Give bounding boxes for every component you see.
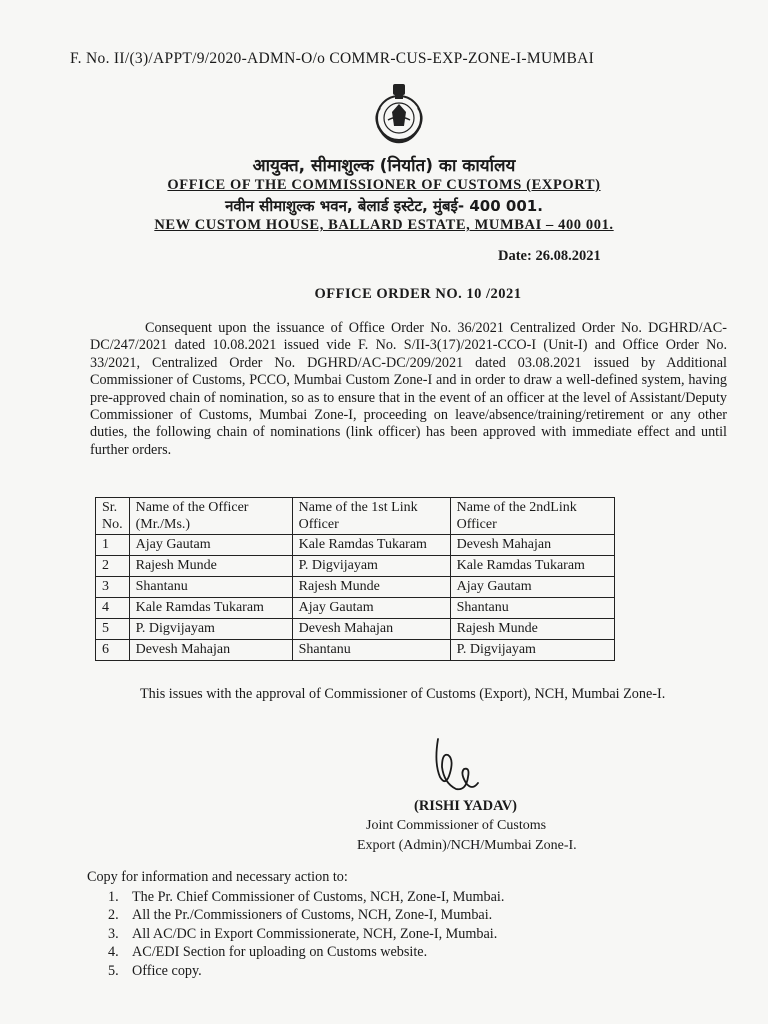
cell-officer: Shantanu — [129, 577, 292, 598]
table-header-row — [96, 498, 615, 535]
cell-officer: Kale Ramdas Tukaram — [129, 598, 292, 619]
cell-link2: P. Digvijayam — [450, 640, 614, 661]
list-item-number: 5. — [108, 962, 119, 979]
order-date: Date: 26.08.2021 — [498, 248, 601, 264]
list-item-text: All the Pr./Commissioners of Customs, NCH, Zone-I, Mumbai. — [132, 907, 493, 924]
cell-link1: Rajesh Munde — [292, 577, 450, 598]
list-item-number: 4. — [108, 944, 119, 961]
copy-to-heading: Copy for information and necessary action to: — [87, 869, 348, 885]
signatory-name: (RISHI YADAV) — [414, 798, 518, 814]
nomination-chain-table — [95, 497, 615, 661]
list-item-text: Office copy. — [132, 962, 202, 979]
list-item-text: The Pr. Chief Commissioner of Customs, NCH, Zone-I, Mumbai. — [132, 889, 505, 905]
table-row — [96, 556, 615, 577]
header-officer-name: Name of the Officer (Mr./Ms.) — [129, 498, 292, 535]
cell-sr: 1 — [96, 535, 130, 556]
table-row — [96, 535, 615, 556]
customs-emblem-icon — [366, 82, 432, 148]
list-item — [108, 888, 504, 906]
signatory-office: Export (Admin)/NCH/Mumbai Zone-I. — [357, 838, 577, 853]
list-item — [108, 943, 504, 961]
cell-link2: Kale Ramdas Tukaram — [450, 556, 614, 577]
hindi-address: नवीन सीमाशुल्क भवन, बेलार्ड इस्टेट, मुंबई- 400 001. — [225, 197, 543, 215]
cell-sr: 2 — [96, 556, 130, 577]
english-address: NEW CUSTOM HOUSE, BALLARD ESTATE, MUMBAI – 400 001. — [154, 217, 614, 233]
hindi-office-title: आयुक्त, सीमाशुल्क (निर्यात) का कार्यालय — [252, 156, 516, 176]
list-item — [108, 906, 504, 924]
header-sr-no: Sr. No. — [96, 498, 130, 535]
cell-sr: 4 — [96, 598, 130, 619]
list-item-text: AC/EDI Section for uploading on Customs website. — [132, 944, 428, 961]
copy-to-list — [108, 888, 504, 980]
table-row — [96, 640, 615, 661]
list-item-number: 3. — [108, 925, 119, 942]
cell-sr: 6 — [96, 640, 130, 661]
order-title: OFFICE ORDER NO. 10 /2021 — [314, 286, 522, 302]
file-number: F. No. II/(3)/APPT/9/2020-ADMN-O/o COMMR-CUS-EXP-ZONE-I-MUMBAI — [70, 50, 595, 67]
list-item — [108, 962, 504, 980]
handwritten-signature — [420, 733, 490, 797]
approval-paragraph: This issues with the approval of Commissioner of Customs (Export), NCH, Mumbai Zone-I. — [140, 686, 666, 702]
cell-link2: Rajesh Munde — [450, 619, 614, 640]
cell-link2: Ajay Gautam — [450, 577, 614, 598]
signatory-designation: Joint Commissioner of Customs — [366, 818, 547, 833]
table-row — [96, 577, 615, 598]
cell-officer: P. Digvijayam — [129, 619, 292, 640]
cell-sr: 5 — [96, 619, 130, 640]
cell-link2: Devesh Mahajan — [450, 535, 614, 556]
cell-link1: Kale Ramdas Tukaram — [292, 535, 450, 556]
list-item — [108, 925, 504, 943]
cell-link1: Ajay Gautam — [292, 598, 450, 619]
list-item-number: 2. — [108, 907, 119, 924]
cell-link1: Shantanu — [292, 640, 450, 661]
header-first-link-officer: Name of the 1st Link Officer — [292, 498, 450, 535]
cell-officer: Rajesh Munde — [129, 556, 292, 577]
list-item-number: 1. — [108, 889, 119, 905]
english-office-title: OFFICE OF THE COMMISSIONER OF CUSTOMS (EXPORT) — [167, 177, 601, 193]
table-row — [96, 598, 615, 619]
cell-officer: Devesh Mahajan — [129, 640, 292, 661]
list-item-text: All AC/DC in Export Commissionerate, NCH, Zone-I, Mumbai. — [132, 925, 498, 942]
cell-sr: 3 — [96, 577, 130, 598]
cell-link2: Shantanu — [450, 598, 614, 619]
cell-link1: Devesh Mahajan — [292, 619, 450, 640]
header-second-link-officer: Name of the 2ndLink Officer — [450, 498, 614, 535]
body-paragraph: Consequent upon the issuance of Office Order No. 36/2021 Centralized Order No. DGHRD/AC-DC/247/2021 dated 10.08.2021 issued vide F. No. S/II-3(17)/2021-CCO-I (Unit-I) and Office Order No. 33/2021, Centralized Order No. DGHRD/AC-DC/209/2021 dated 03.08.2021 issued by Additional Commissioner of Customs, PCCO, Mumbai Custom Zone-I and in order to draw a well-defined system, having pre-approved chain of nomination, so as to ensure that in the event of an officer at the level of Assistant/Deputy Commissioner of Customs, Mumbai Zone-I, proceeding on leave/absence/training/retirement or any other duties, the following chain of nominations (link officer) has been approved with immediate effect and until further orders. — [90, 320, 727, 458]
table-row — [96, 619, 615, 640]
cell-officer: Ajay Gautam — [129, 535, 292, 556]
cell-link1: P. Digvijayam — [292, 556, 450, 577]
